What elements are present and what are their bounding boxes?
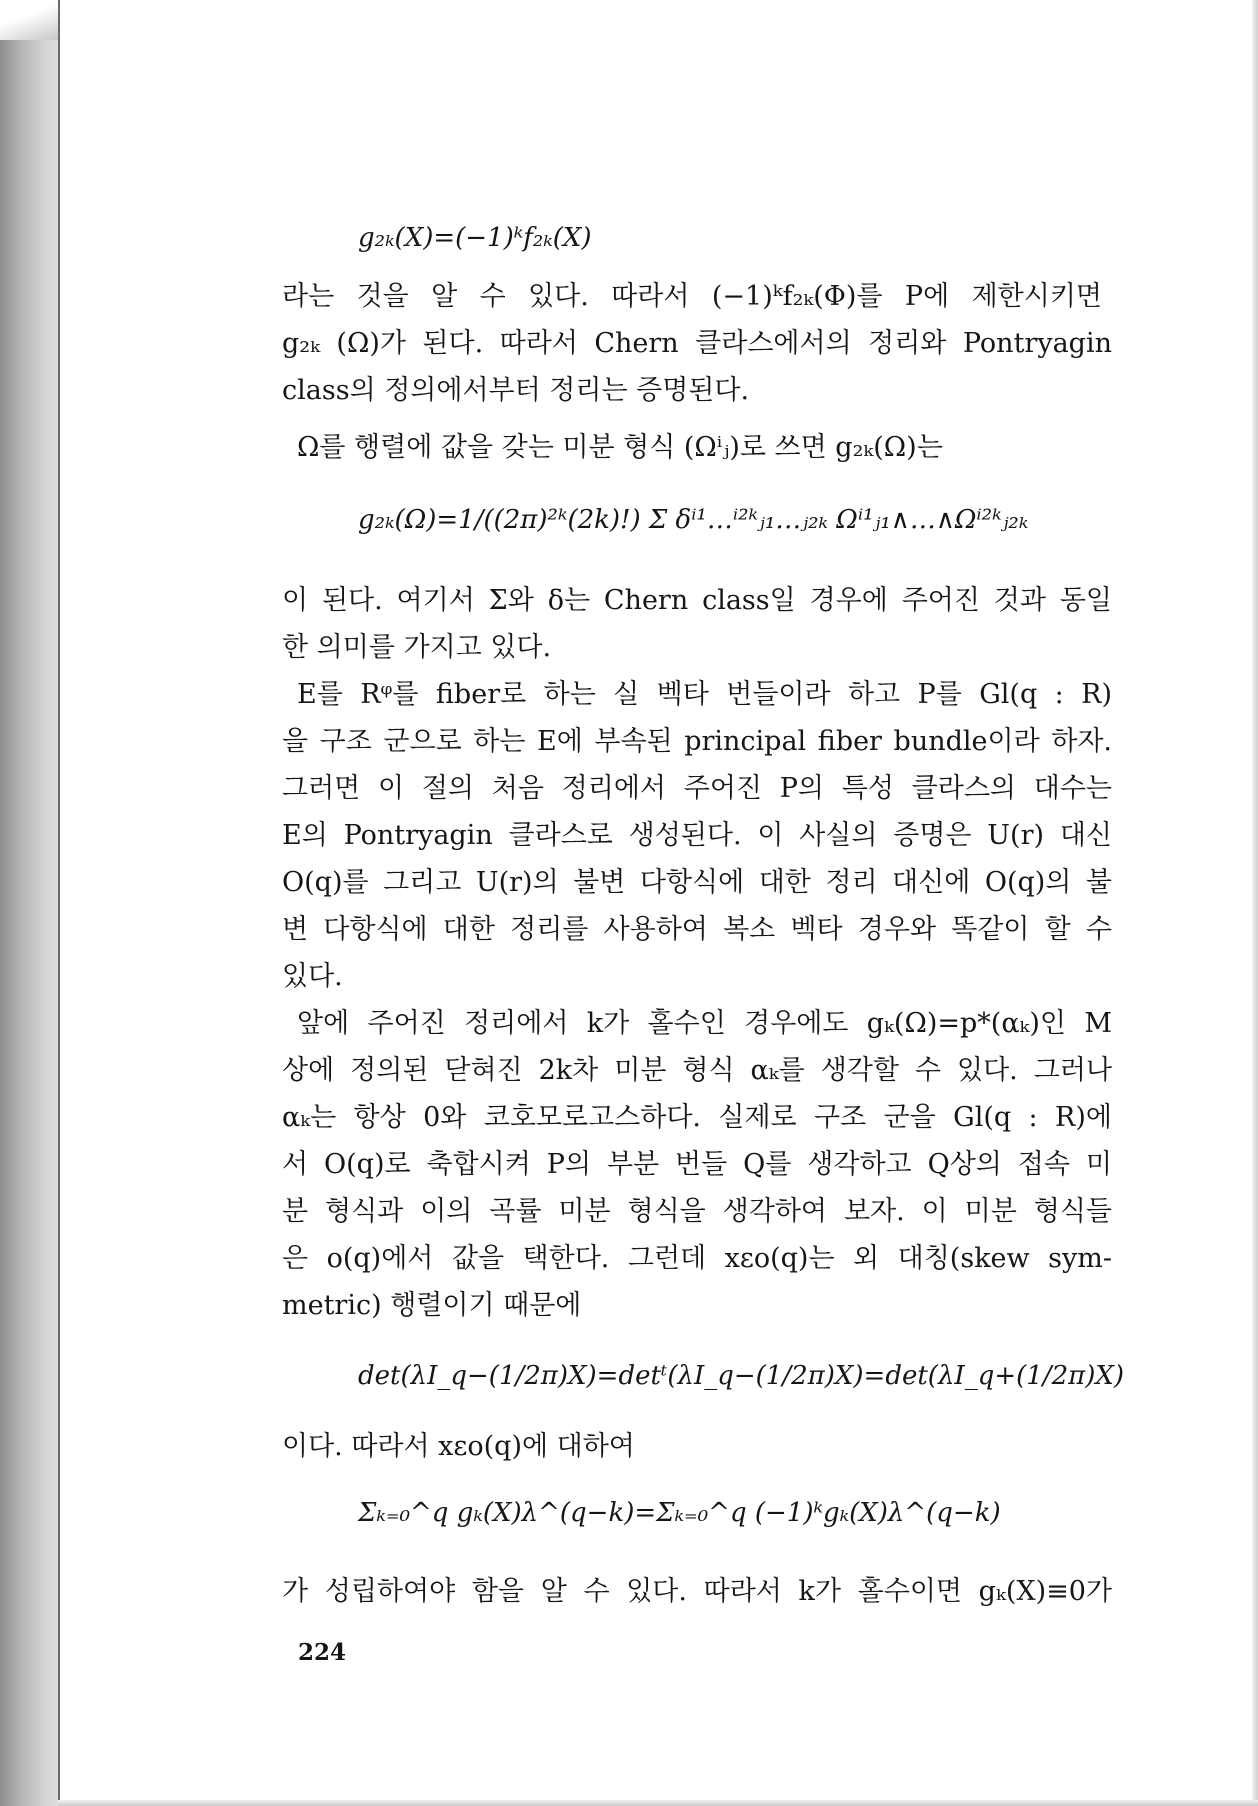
text-line: 이다. 따라서 xεo(q)에 대하여 — [282, 1431, 635, 1462]
equation-g2k: g₂ₖ(X)=(−1)ᵏf₂ₖ(X) — [358, 223, 592, 253]
text-line: 을 구조 군으로 하는 E에 부속된 principal fiber bundle이라 하자. — [282, 726, 1112, 757]
text-line: 앞에 주어진 정리에서 k가 홀수인 경우에도 gₖ(Ω)=p*(αₖ)인 M — [297, 1008, 1112, 1039]
text-line: 변 다항식에 대한 정리를 사용하여 복소 벡타 경우와 똑같이 할 수 — [282, 914, 1112, 945]
page-number: 224 — [298, 1639, 347, 1666]
text-line: 이 된다. 여기서 Σ와 δ는 Chern class일 경우에 주어진 것과 동일 — [282, 585, 1112, 616]
text-line: 서 O(q)로 축합시켜 P의 부분 번들 Q를 생각하고 Q상의 접속 미 — [282, 1149, 1112, 1180]
text-line: 있다. — [282, 961, 343, 992]
text-line: E의 Pontryagin 클라스로 생성된다. 이 사실의 증명은 U(r) 대신 — [282, 820, 1112, 851]
text-line: 라는 것을 알 수 있다. 따라서 (−1)ᵏf₂ₖ(Φ)를 P에 제한시키면 — [282, 281, 1102, 312]
text-line: g₂ₖ (Ω)가 된다. 따라서 Chern 클라스에서의 정리와 Pontryagin — [282, 328, 1112, 359]
text-line: αₖ는 항상 0와 코호모로고스하다. 실제로 구조 군을 Gl(q : R)에 — [282, 1102, 1112, 1133]
equation-g2k-omega: g₂ₖ(Ω)=1/((2π)²ᵏ(2k)!) Σ δⁱ¹…ⁱ²ᵏⱼ₁…ⱼ₂ₖ Ωⁱ¹ⱼ₁∧…∧Ωⁱ²ᵏⱼ₂ₖ — [358, 505, 1029, 535]
text-line: 한 의미를 가지고 있다. — [282, 632, 552, 663]
equation-determinant: det(λI_q−(1/2π)X)=detᵗ(λI_q−(1/2π)X)=det(λI_q+(1/2π)X) — [358, 1361, 1124, 1391]
text-line: metric) 행렬이기 때문에 — [282, 1290, 582, 1321]
text-line: 그러면 이 절의 처음 정리에서 주어진 P의 특성 클라스의 대수는 — [282, 773, 1112, 804]
text-line: 상에 정의된 닫혀진 2k차 미분 형식 αₖ를 생각할 수 있다. 그러나 — [282, 1055, 1112, 1086]
equation-sum: Σₖ₌₀^q gₖ(X)λ^(q−k)=Σₖ₌₀^q (−1)ᵏgₖ(X)λ^(q−k) — [358, 1498, 1001, 1528]
text-line: Ω를 행렬에 값을 갖는 미분 형식 (Ωⁱⱼ)로 쓰면 g₂ₖ(Ω)는 — [297, 432, 943, 463]
text-line: 은 o(q)에서 값을 택한다. 그런데 xεo(q)는 외 대칭(skew sym- — [282, 1243, 1112, 1274]
text-line: E를 Rᵠ를 fiber로 하는 실 벡타 번들이라 하고 P를 Gl(q : R) — [297, 679, 1112, 710]
text-line: 가 성립하여야 함을 알 수 있다. 따라서 k가 홀수이면 gₖ(X)≡0가 — [282, 1576, 1112, 1607]
text-line: class의 정의에서부터 정리는 증명된다. — [282, 375, 750, 406]
text-line: O(q)를 그리고 U(r)의 불변 다항식에 대한 정리 대신에 O(q)의 불 — [282, 867, 1112, 898]
text-line: 분 형식과 이의 곡률 미분 형식을 생각하여 보자. 이 미분 형식들 — [282, 1196, 1112, 1227]
